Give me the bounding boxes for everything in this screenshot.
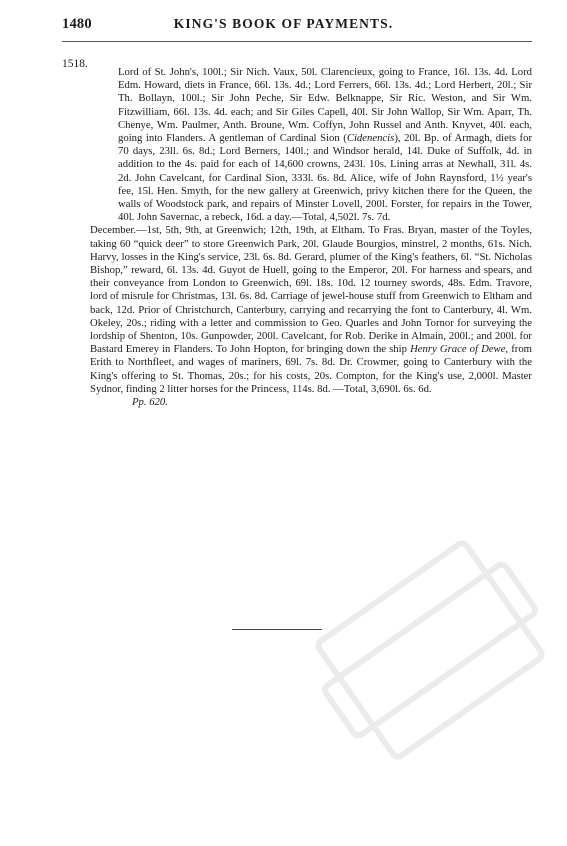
paragraph-2-italic: Henry Grace of Dewe, (410, 343, 509, 356)
paragraph-2-text: December.—1st, 5th, 9th, at Greenwich; 12th, 19th, at Eltham. To Fras. Bryan, master of the Toyles, taking 60 “quick deer” to store Greenwich Park, 20l. Glaude Bourgios, minstrel, 2 months, 61s. Nich. Harvy, losses in the King's service, 23l. 6s. 8d. Gerard, plumer of the King's feathers, 6l. “St. Nicholas Bishop,” reward, 6l. 13s. 4d. Guyot de Huell, going to the Emperor, 20l. For harness and spears, and their conveyance from London to Greenwich, 69l. 18s. 10d. 12 tourney swords, 48s. Edm. Travore, lord of misrule for Christmas, 13l. 6s. 8d. Carriage of jewel-house stuff from Greenwich to Eltham and back, 12d. Prior of Christchurch, Canterbury, carrying and recarrying the font to Canterbury, 4l. Wm. Okeley, 20s.; riding with a letter and commission to Geo. Quarles and John Tornor for surveying the lordship of Shenton, 10s. Gunpowder, 200l. Cavelcant, for Rob. Derike in Almain, 200l.; and 200l. for Bastard Emerey in Flanders. To John Hopton, for bringing down the ship (90, 224, 532, 356)
running-title: KING'S BOOK OF PAYMENTS. (173, 16, 394, 31)
page-header (0, 16, 567, 38)
paragraph-1-rest: ), 20l. Bp. of Armagh, diets for 70 days, 23ll. 6s. 8d.; Lord Berners, 140l.; and Windsor herald, 14l. Duke of Suffolk, 4d. in addition to the 4s. paid for each of 14,600 crowns, 243l. 10s. Lining arras at Newhall, 31l. 4s. 2d. John Cavelcant, for Cardinal Sion, 333l. 6s. 8d. Alice, wife of John Raynsford, 1½ year's fee, 15l. Hen. Smyth, for the new gallery at Greenwich, privy kitchen there for the Queen, the walls of Woodstock park, and repairs of Minster Lovell, 200l. Forster, for repairs in the Tower, 40l. John Savernac, a rebeck, 16d. a day.—Total, 4,502l. 7s. 7d. (118, 132, 532, 224)
pages-note: Pp. 620. (132, 396, 168, 409)
watermark-seal-icon (300, 520, 560, 780)
paragraph-2-rest: from Erith to Northfleet, and wages of mariners, 69l. 7s. 8d. Dr. Crowmer, going to Canterbury with the King's offering to St. Thomas, 20s.; for his costs, 20s. Compton, for the King's use, 2,000l. Master Sydnor, finding 2 litter horses for the Princess, 114s. 8d. —Total, 3,690l. 6s. 6d. (90, 343, 532, 395)
footer-rule (232, 629, 322, 630)
body-text (90, 66, 532, 409)
paragraph-december (90, 224, 532, 396)
header-rule (62, 41, 532, 42)
year-label: 1518. (62, 58, 88, 70)
page-number: 1480 (62, 16, 92, 32)
paragraph-1-italic: Cidenencis (346, 132, 395, 145)
paragraph-1-text: Lord of St. John's, 100l.; Sir Nich. Vaux, 50l. Clarencieux, going to France, 16l. 13s. 4d. Lord Edm. Howard, diets in France, 66l. 13s. 4d.; Lord Ferrers, 66l. 13s. 4d.; Lord Herbert, 20l.; Sir Th. Bollayn, 100l.; Sir John Peche, Sir Edw. Belknappe, Sir Ric. Weston, and Sir Wm. Fitzwilliam, 66l. 13s. 4d. each; and Sir Giles Capell, 40l. Sir John Wallop, Sir Wm. Aparr, Th. Chenye, Wm. Paulmer, Anth. Broune, Wm. Coffyn, John Russel and Anth. Knyvet, 40l. each, going into Flanders. A gentleman of Cardinal Sion ( (118, 66, 532, 145)
paragraph-1 (118, 66, 532, 224)
